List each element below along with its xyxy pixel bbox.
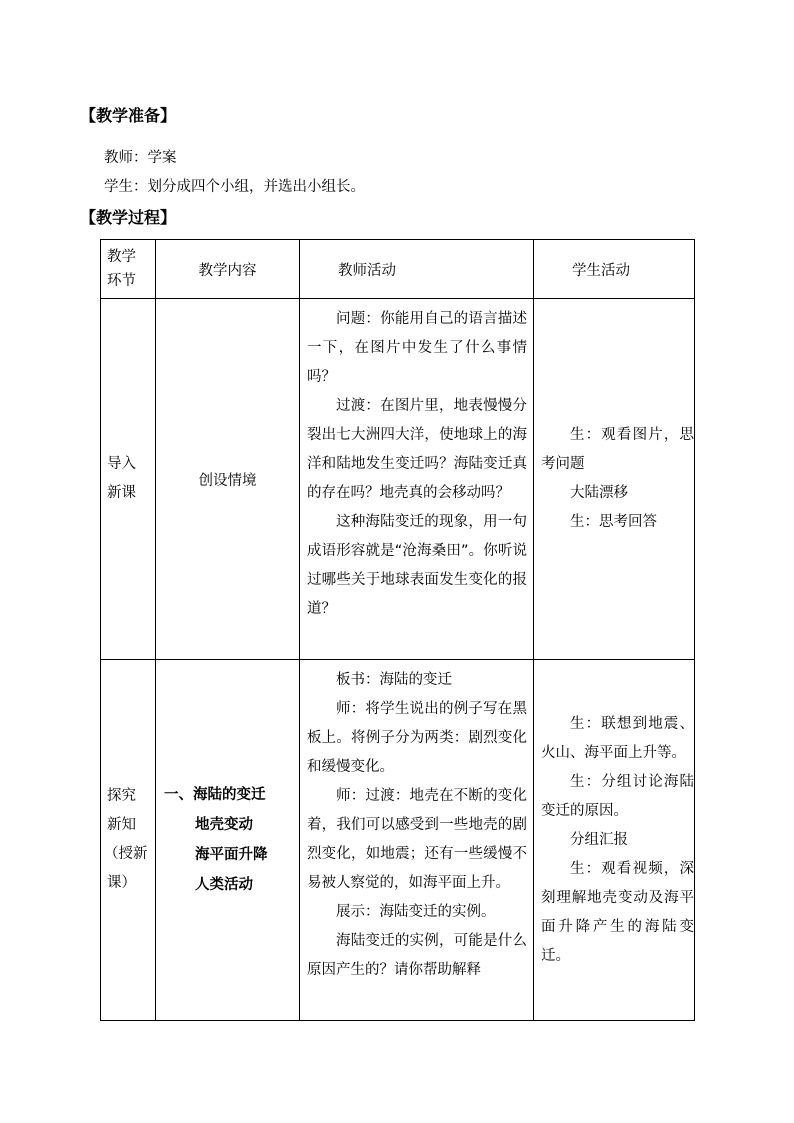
row2-content-title: 一、海陆的变迁	[164, 787, 266, 803]
prep-student-line: 学生：划分成四个小组，并选出小组长。	[104, 179, 365, 195]
table-row	[101, 299, 695, 660]
row1-student	[534, 299, 695, 660]
header-teacher: 教师活动	[300, 240, 534, 299]
row2-content-item: 人类活动	[195, 877, 253, 893]
header-stage-line2: 环节	[107, 273, 136, 289]
header-stage-line1: 教学	[107, 249, 136, 265]
row2-teacher-p3: 师：过渡：地壳在不断的变化着，我们可以感受到一些地壳的剧烈变化，如地震；还有一些缓慢不易被人察觉的，如海平面上升。	[307, 788, 527, 891]
row2-stage-line2: 新知	[107, 817, 136, 833]
row2-teacher-p2: 师：将学生说出的例子写在黑板上。将例子分为两类：剧烈变化和缓慢变化。	[307, 701, 527, 775]
process-heading: 【教学过程】	[80, 208, 177, 227]
row2-teacher-p1: 板书：海陆的变迁	[336, 672, 452, 688]
row2-stage-line4: 课）	[107, 875, 136, 891]
row2-stage	[101, 660, 156, 1021]
lesson-process-table	[100, 239, 695, 1021]
row1-stage-line1: 导入	[107, 456, 136, 472]
row1-teacher-p2: 过渡：在图片里，地表慢慢分裂出七大洲四大洋，使地球上的海洋和陆地发生变迁吗？海陆变迁真的存在吗？地壳真的会移动吗？	[307, 398, 527, 501]
header-stage	[101, 240, 156, 299]
row1-stage	[101, 299, 156, 660]
row2-stage-line1: 探究	[107, 788, 136, 804]
row2-student-p2: 生：分组讨论海陆变迁的原因。	[541, 773, 694, 819]
row1-stage-line2: 新课	[107, 485, 136, 501]
table-header-row	[101, 240, 695, 299]
row1-teacher-p3: 这种海陆变迁的现象，用一句成语形容就是“沧海桑田”。你听说过哪些关于地球表面发生变化的报道？	[307, 514, 527, 617]
row2-stage-line3: （授新	[104, 846, 148, 862]
header-student: 学生活动	[534, 240, 695, 299]
table-row	[101, 660, 695, 1021]
prep-heading: 【教学准备】	[80, 106, 177, 125]
row2-student-p4: 生：观看视频，深刻理解地壳变动及海平面升降产生的海陆变迁。	[541, 860, 694, 964]
row2-student-p3: 分组汇报	[570, 831, 628, 848]
row2-content-item: 海平面升降	[195, 847, 268, 863]
row2-student	[534, 660, 695, 1021]
row1-content: 创设情境	[156, 299, 300, 660]
prep-teacher-line: 教师：学案	[104, 150, 177, 166]
row1-student-p2: 大陆漂移	[570, 485, 628, 501]
header-content: 教学内容	[156, 240, 300, 299]
row2-content	[156, 660, 300, 1021]
row2-teacher	[300, 660, 534, 1021]
row1-teacher-p1: 问题：你能用自己的语言描述一下，在图片中发生了什么事情吗？	[307, 311, 527, 385]
row1-student-p1: 生：观看图片，思考问题	[541, 427, 694, 472]
row1-teacher	[300, 299, 534, 660]
row2-student-p1: 生：联想到地震、火山、海平面上升等。	[541, 715, 694, 761]
row2-teacher-p4: 展示：海陆变迁的实例。	[336, 904, 496, 920]
row1-student-p3: 生：思考回答	[570, 514, 657, 530]
row2-teacher-p5: 海陆变迁的实例，可能是什么原因产生的？请你帮助解释	[307, 933, 527, 978]
row2-content-item: 地壳变动	[195, 817, 253, 833]
